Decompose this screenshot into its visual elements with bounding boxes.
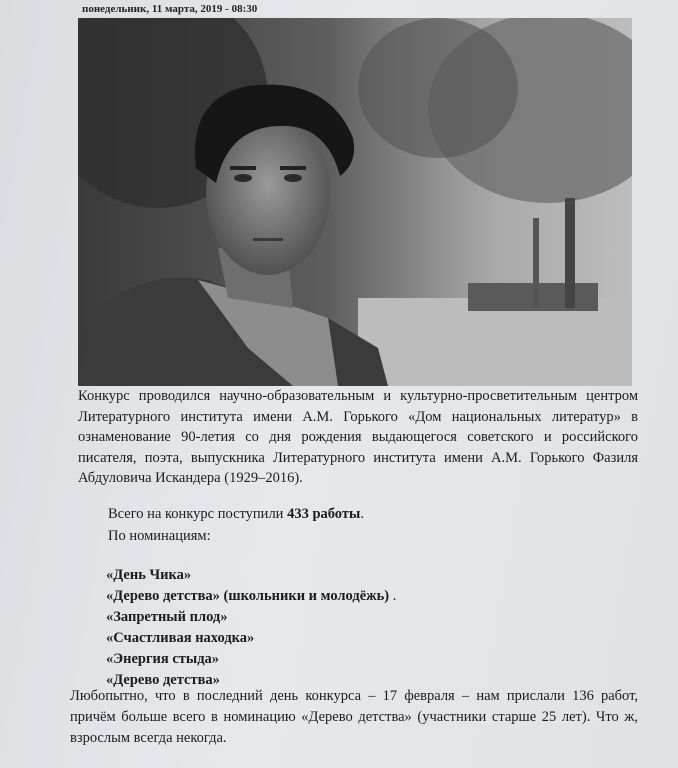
nomination-item bbox=[106, 586, 396, 607]
nominations-list bbox=[106, 565, 396, 691]
nomination-label: «Счастливая находка» bbox=[106, 630, 255, 646]
nomination-item bbox=[106, 607, 396, 628]
nomination-tail: . bbox=[389, 588, 397, 604]
dateline: понедельник, 11 марта, 2019 - 08:30 bbox=[82, 3, 258, 15]
nomination-label: «Энергия стыда» bbox=[106, 651, 220, 667]
total-suffix: . bbox=[360, 506, 364, 522]
nomination-label: «День Чика» bbox=[106, 567, 192, 583]
nomination-item bbox=[106, 649, 396, 670]
total-prefix: Всего на конкурс поступили bbox=[108, 506, 288, 522]
closing-paragraph: Любопытно, что в последний день конкурса – 17 февраля – нам прислали 136 работ, причём больше всего в номинацию «Дерево детства» (участники старше 25 лет). Что ж, взрослым всегда некогда. bbox=[70, 688, 638, 746]
nomination-label: «Запретный плод» bbox=[106, 609, 228, 625]
nomination-label: «Дерево детства» bbox=[106, 672, 220, 688]
total-submissions bbox=[108, 506, 364, 523]
nomination-item bbox=[106, 628, 396, 649]
nomination-label: «Дерево детства» (школьники и молодёжь) bbox=[106, 588, 390, 604]
intro-paragraph: Конкурс проводился научно-образовательным и культурно-просветительным центром Литературного института имени А.М. Горького «Дом национальных литератур» в ознаменование 90-летия со дня рождения выдающегося советского и российского писателя, поэта, выпускника Литературного института имени А.М. Горького Фазиля Абдуловича Искандера (1929–2016). bbox=[78, 388, 638, 486]
total-count: 433 работы bbox=[287, 506, 361, 522]
nominations-heading: По номинациям: bbox=[108, 528, 211, 544]
portrait-photo bbox=[78, 18, 632, 386]
nomination-item bbox=[106, 565, 396, 586]
